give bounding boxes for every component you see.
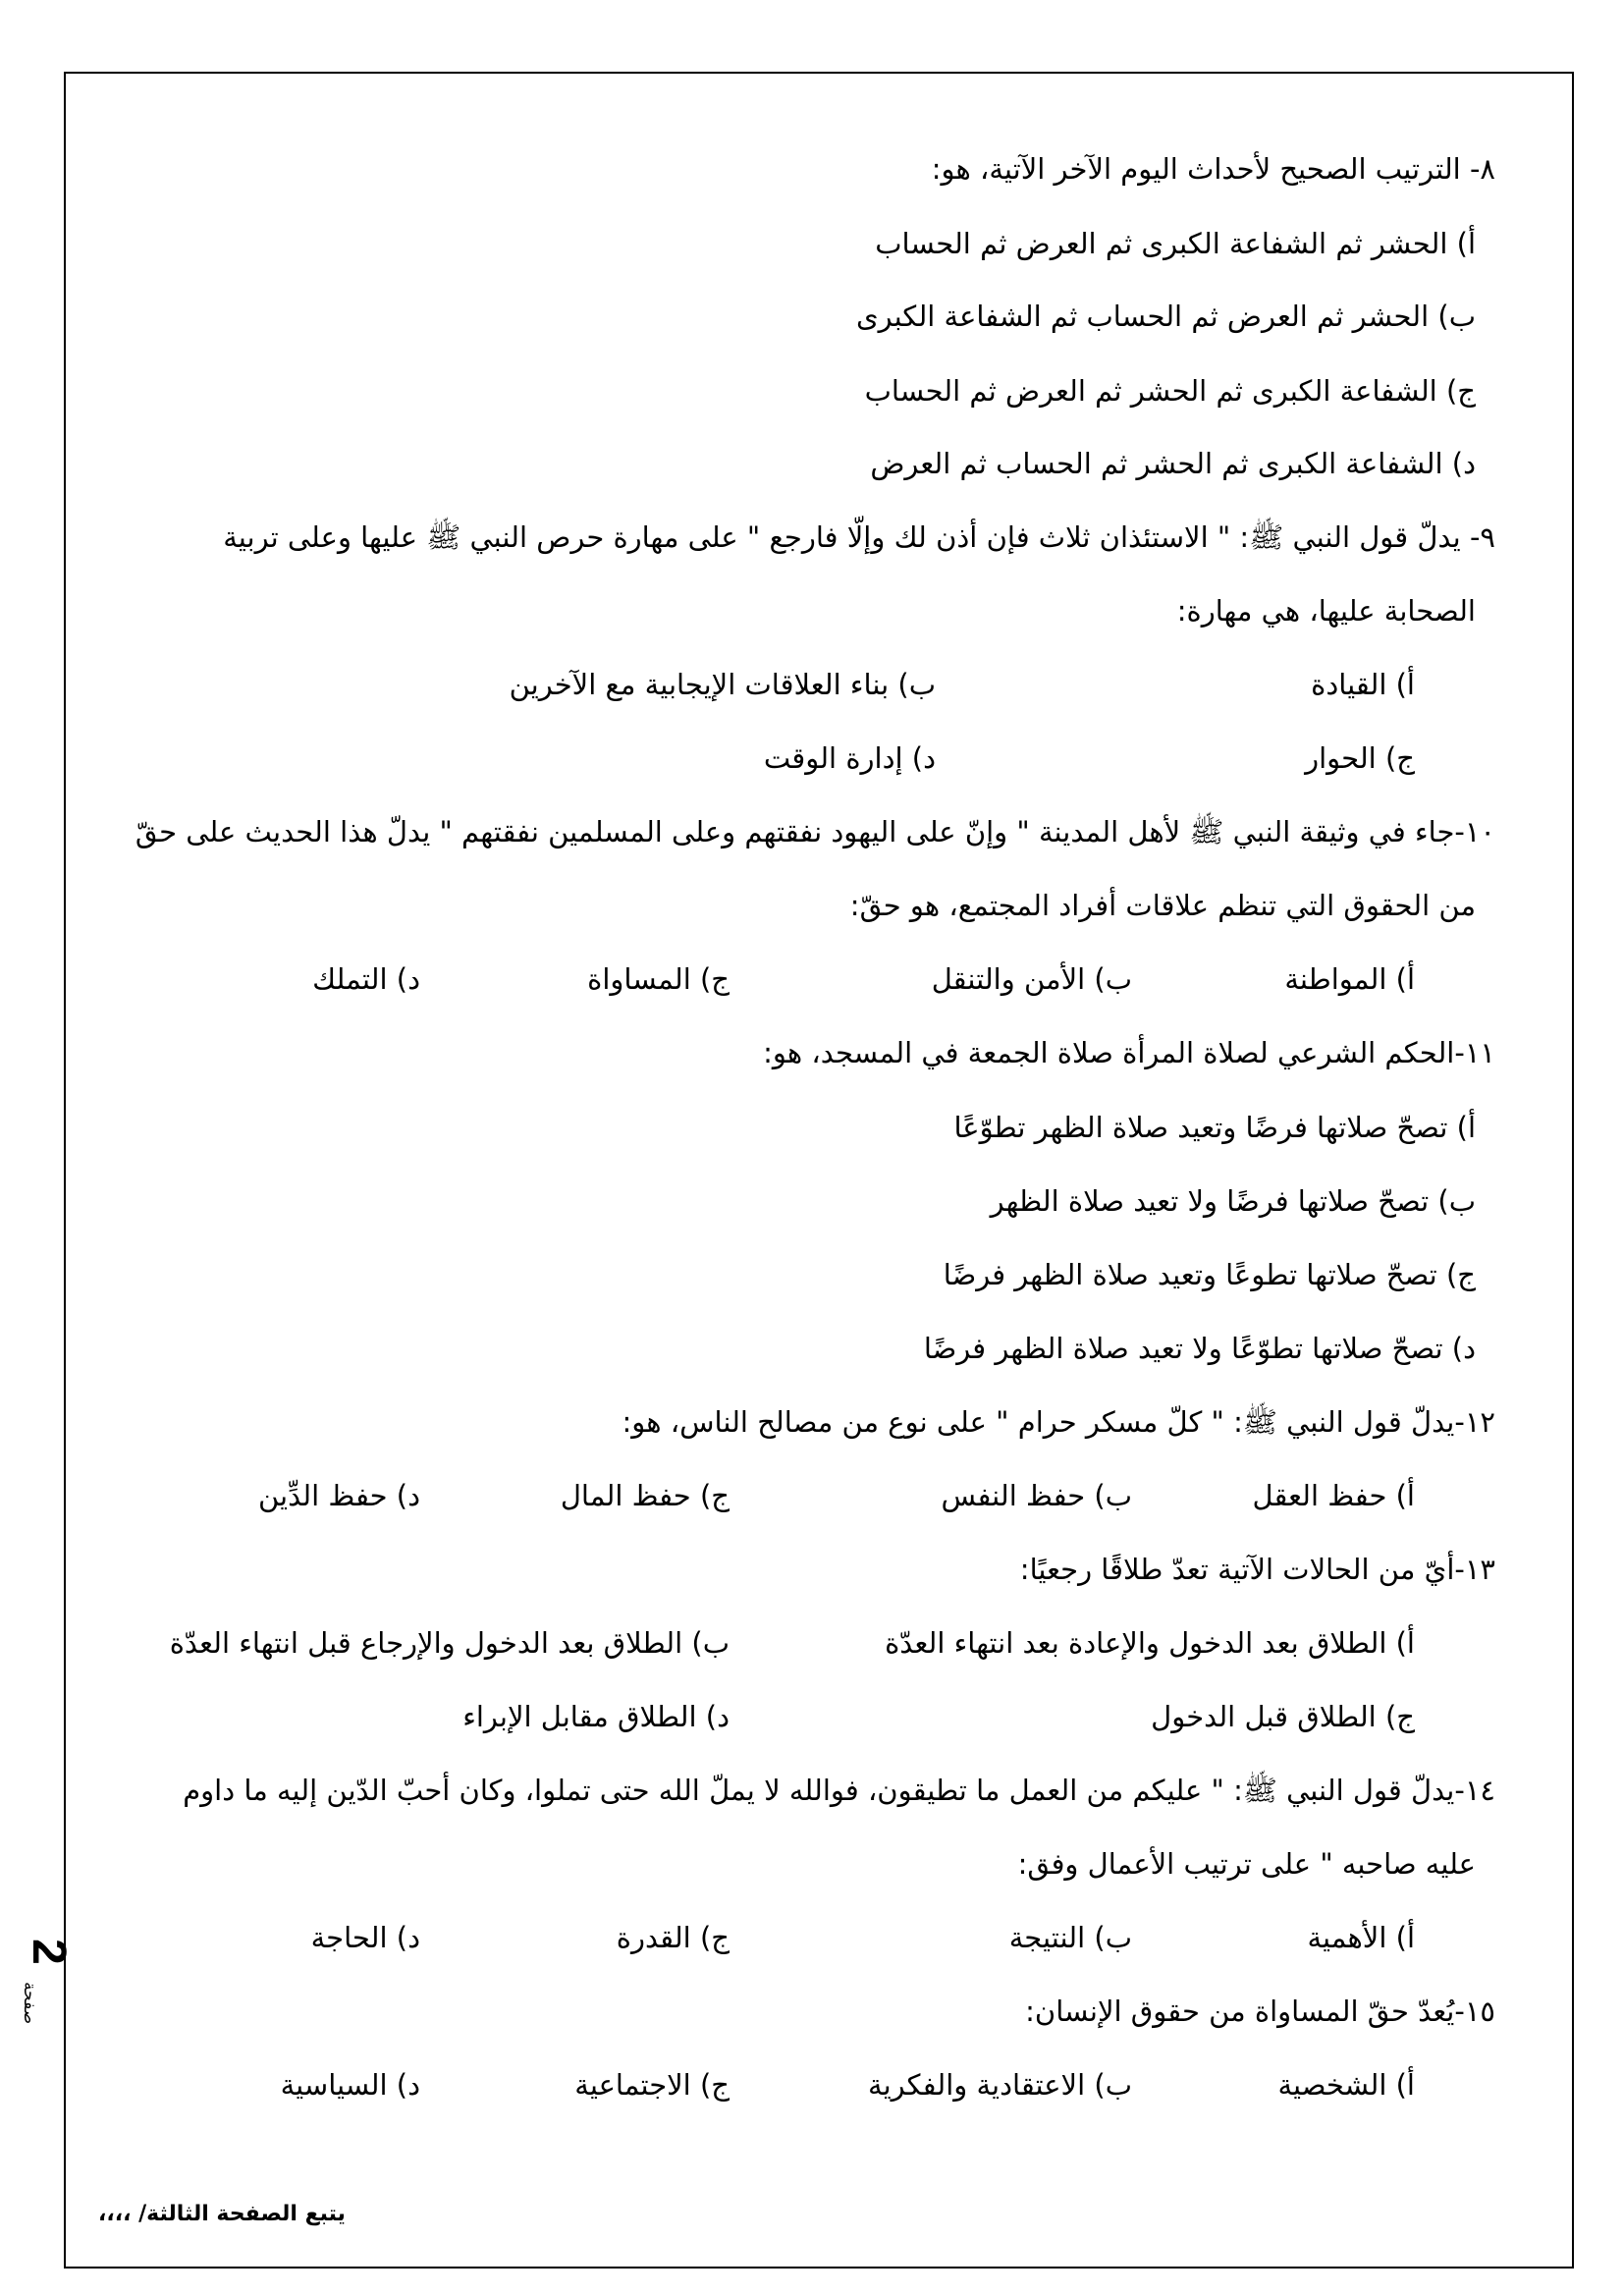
question-9-option-a: أ) القيادة xyxy=(1311,668,1415,701)
question-11-stem: ١١-الحكم الشرعي لصلاة المرأة صلاة الجمعة في المسجد، هو: xyxy=(763,1036,1495,1069)
question-15-option-a: أ) الشخصية xyxy=(1277,2068,1415,2102)
question-9-stem-line-2: الصحابة عليها، هي مهارة: xyxy=(1176,594,1476,628)
question-14-option-d: د) الحاجة xyxy=(310,1921,420,1954)
question-11-option-b: ب) تصحّ صلاتها فرضًا ولا تعيد صلاة الظهر xyxy=(990,1184,1476,1218)
question-8-option-a: أ) الحشر ثم الشفاعة الكبرى ثم العرض ثم الحساب xyxy=(875,227,1476,260)
question-8-option-c: ج) الشفاعة الكبرى ثم الحشر ثم العرض ثم الحساب xyxy=(864,374,1476,408)
question-13-option-d: د) الطلاق مقابل الإبراء xyxy=(462,1700,730,1733)
question-8-option-d: د) الشفاعة الكبرى ثم الحشر ثم الحساب ثم العرض xyxy=(870,447,1476,480)
question-10-option-b: ب) الأمن والتنقل xyxy=(931,962,1132,996)
question-14-option-c: ج) القدرة xyxy=(616,1921,730,1954)
question-11-option-c: ج) تصحّ صلاتها تطوعًا وتعيد صلاة الظهر فرضًا xyxy=(943,1258,1476,1291)
page-number-word: صفحة xyxy=(20,1982,39,2025)
question-13-option-b: ب) الطلاق بعد الدخول والإرجاع قبل انتهاء العدّة xyxy=(169,1626,730,1660)
question-9-option-c: ج) الحوار xyxy=(1305,741,1415,775)
question-15-option-c: ج) الاجتماعية xyxy=(574,2068,730,2102)
question-11-option-a: أ) تصحّ صلاتها فرضًا وتعيد صلاة الظهر تطوّعًا xyxy=(953,1111,1476,1144)
continue-note: يتبع الصفحة الثالثة/ ،،،، xyxy=(98,2202,346,2226)
question-14-option-a: أ) الأهمية xyxy=(1307,1921,1415,1954)
question-10-option-a: أ) المواطنة xyxy=(1284,962,1415,996)
question-15-stem: ١٥-يُعدّ حقّ المساواة من حقوق الإنسان: xyxy=(1025,1995,1495,2028)
question-10-option-c: ج) المساواة xyxy=(587,962,730,996)
question-14-stem-line-2: عليه صاحبه " على ترتيب الأعمال وفق: xyxy=(1017,1847,1476,1881)
question-12-stem: ١٢-يدلّ قول النبي ﷺ: " كلّ مسكر حرام " على نوع من مصالح الناس، هو: xyxy=(622,1405,1495,1439)
question-12-option-b: ب) حفظ النفس xyxy=(941,1479,1132,1512)
question-14-option-b: ب) النتيجة xyxy=(1008,1921,1132,1954)
question-15-option-b: ب) الاعتقادية والفكرية xyxy=(868,2068,1132,2102)
question-13-option-a: أ) الطلاق بعد الدخول والإعادة بعد انتهاء العدّة xyxy=(885,1626,1415,1660)
question-10-stem-line-2: من الحقوق التي تنظم علاقات أفراد المجتمع، هو حقّ: xyxy=(849,889,1476,922)
question-9-option-d: د) إدارة الوقت xyxy=(763,741,936,775)
question-10-stem-line-1: ١٠-جاء في وثيقة النبي ﷺ لأهل المدينة " وإنّ على اليهود نفقتهم وعلى المسلمين نفقتهم " يدلّ هذا الحديث على حقّ xyxy=(135,815,1495,848)
question-9-option-b: ب) بناء العلاقات الإيجابية مع الآخرين xyxy=(509,668,936,701)
question-8-stem: ٨- الترتيب الصحيح لأحداث اليوم الآخر الآتية، هو: xyxy=(931,152,1495,186)
question-10-option-d: د) التملك xyxy=(312,962,420,996)
question-12-option-d: د) حفظ الدِّين xyxy=(257,1479,420,1512)
question-13-stem: ١٣-أيّ من الحالات الآتية تعدّ طلاقًا رجعيًا: xyxy=(1019,1553,1495,1586)
page-number-mark xyxy=(20,1925,86,2033)
question-13-option-c: ج) الطلاق قبل الدخول xyxy=(1151,1700,1415,1733)
question-11-option-d: د) تصحّ صلاتها تطوّعًا ولا تعيد صلاة الظهر فرضًا xyxy=(923,1332,1476,1365)
question-12-option-c: ج) حفظ المال xyxy=(560,1479,730,1512)
question-8-option-b: ب) الحشر ثم العرض ثم الحساب ثم الشفاعة الكبرى xyxy=(855,300,1476,333)
question-9-stem-line-1: ٩- يدلّ قول النبي ﷺ: " الاستئذان ثلاث فإن أذن لك وإلّا فارجع " على مهارة حرص النبي ﷺ عليها وعلى تربية xyxy=(223,520,1495,554)
page-number: 2 xyxy=(22,1939,75,1965)
question-15-option-d: د) السياسية xyxy=(280,2068,420,2102)
question-14-stem-line-1: ١٤-يدلّ قول النبي ﷺ: " عليكم من العمل ما تطيقون، فوالله لا يملّ الله حتى تملوا، وكان أحبّ الدّين إليه ما داوم xyxy=(183,1774,1495,1807)
question-12-option-a: أ) حفظ العقل xyxy=(1252,1479,1415,1512)
